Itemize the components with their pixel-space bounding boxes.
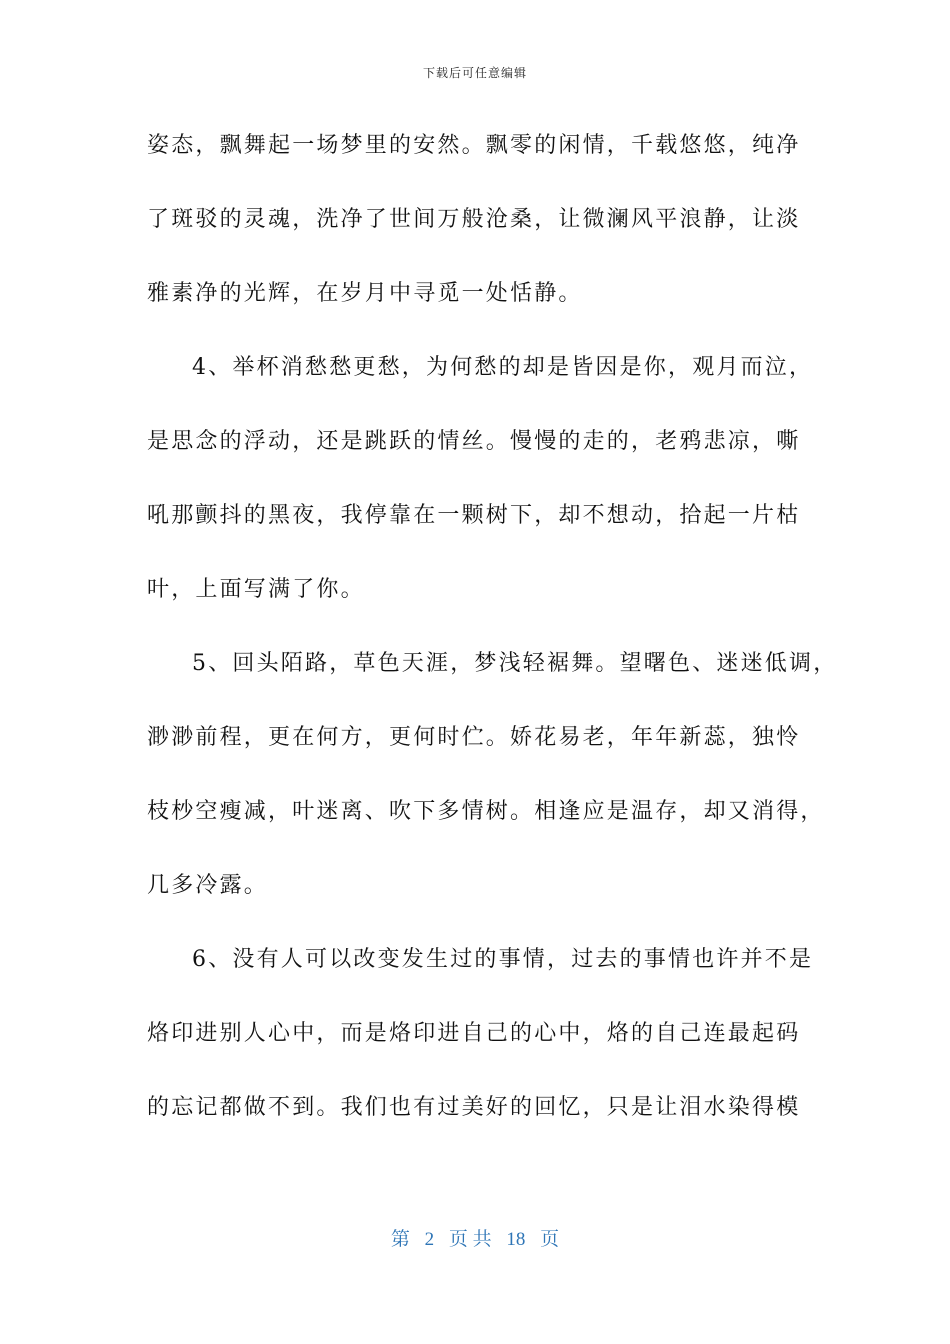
text-line: 的忘记都做不到。我们也有过美好的回忆，只是让泪水染得模 bbox=[147, 1095, 801, 1120]
text-line: 姿态，飘舞起一场梦里的安然。飘零的闲情，千载悠悠，纯净 bbox=[147, 133, 801, 158]
body-text bbox=[147, 124, 838, 1160]
page-footer bbox=[0, 1224, 950, 1251]
footer-total-pages: 18 bbox=[506, 1229, 526, 1250]
text-line: 渺渺前程，更在何方，更何时伫。娇花易老，年年新蕊，独怜 bbox=[147, 725, 801, 750]
text-line: 吼那颤抖的黑夜，我停靠在一颗树下，却不想动，拾起一片枯 bbox=[147, 503, 801, 528]
header-note: 下载后可任意编辑 bbox=[422, 66, 527, 80]
footer-suffix: 页 bbox=[540, 1229, 560, 1250]
footer-prefix: 第 bbox=[390, 1229, 410, 1250]
text-line: 枝杪空瘦减，叶迷离、吹下多情树。相逢应是温存，却又消得， bbox=[147, 799, 825, 824]
paragraph-start-6: 6、没有人可以改变发生过的事情，过去的事情也许并不是 bbox=[192, 947, 814, 972]
footer-middle: 页 共 bbox=[448, 1229, 492, 1250]
paragraph-start-4: 4、举杯消愁愁更愁，为何愁的却是皆因是你，观月而泣， bbox=[192, 355, 814, 380]
text-line: 雅素净的光辉，在岁月中寻觅一处恬静。 bbox=[147, 281, 583, 306]
text-line: 叶，上面写满了你。 bbox=[147, 577, 365, 602]
paragraph-start-5: 5、回头陌路，草色天涯，梦浅轻裾舞。望曙色、迷迷低调， bbox=[192, 651, 838, 676]
text-line: 烙印进别人心中，而是烙印进自己的心中，烙的自己连最起码 bbox=[147, 1021, 801, 1046]
footer-page-number: 2 bbox=[424, 1229, 435, 1250]
text-line: 是思念的浮动，还是跳跃的情丝。慢慢的走的，老鸦悲凉，嘶 bbox=[147, 429, 801, 454]
text-line: 了斑驳的灵魂，洗净了世间万般沧桑，让微澜风平浪静，让淡 bbox=[147, 207, 801, 232]
text-line: 几多冷露。 bbox=[147, 873, 269, 898]
